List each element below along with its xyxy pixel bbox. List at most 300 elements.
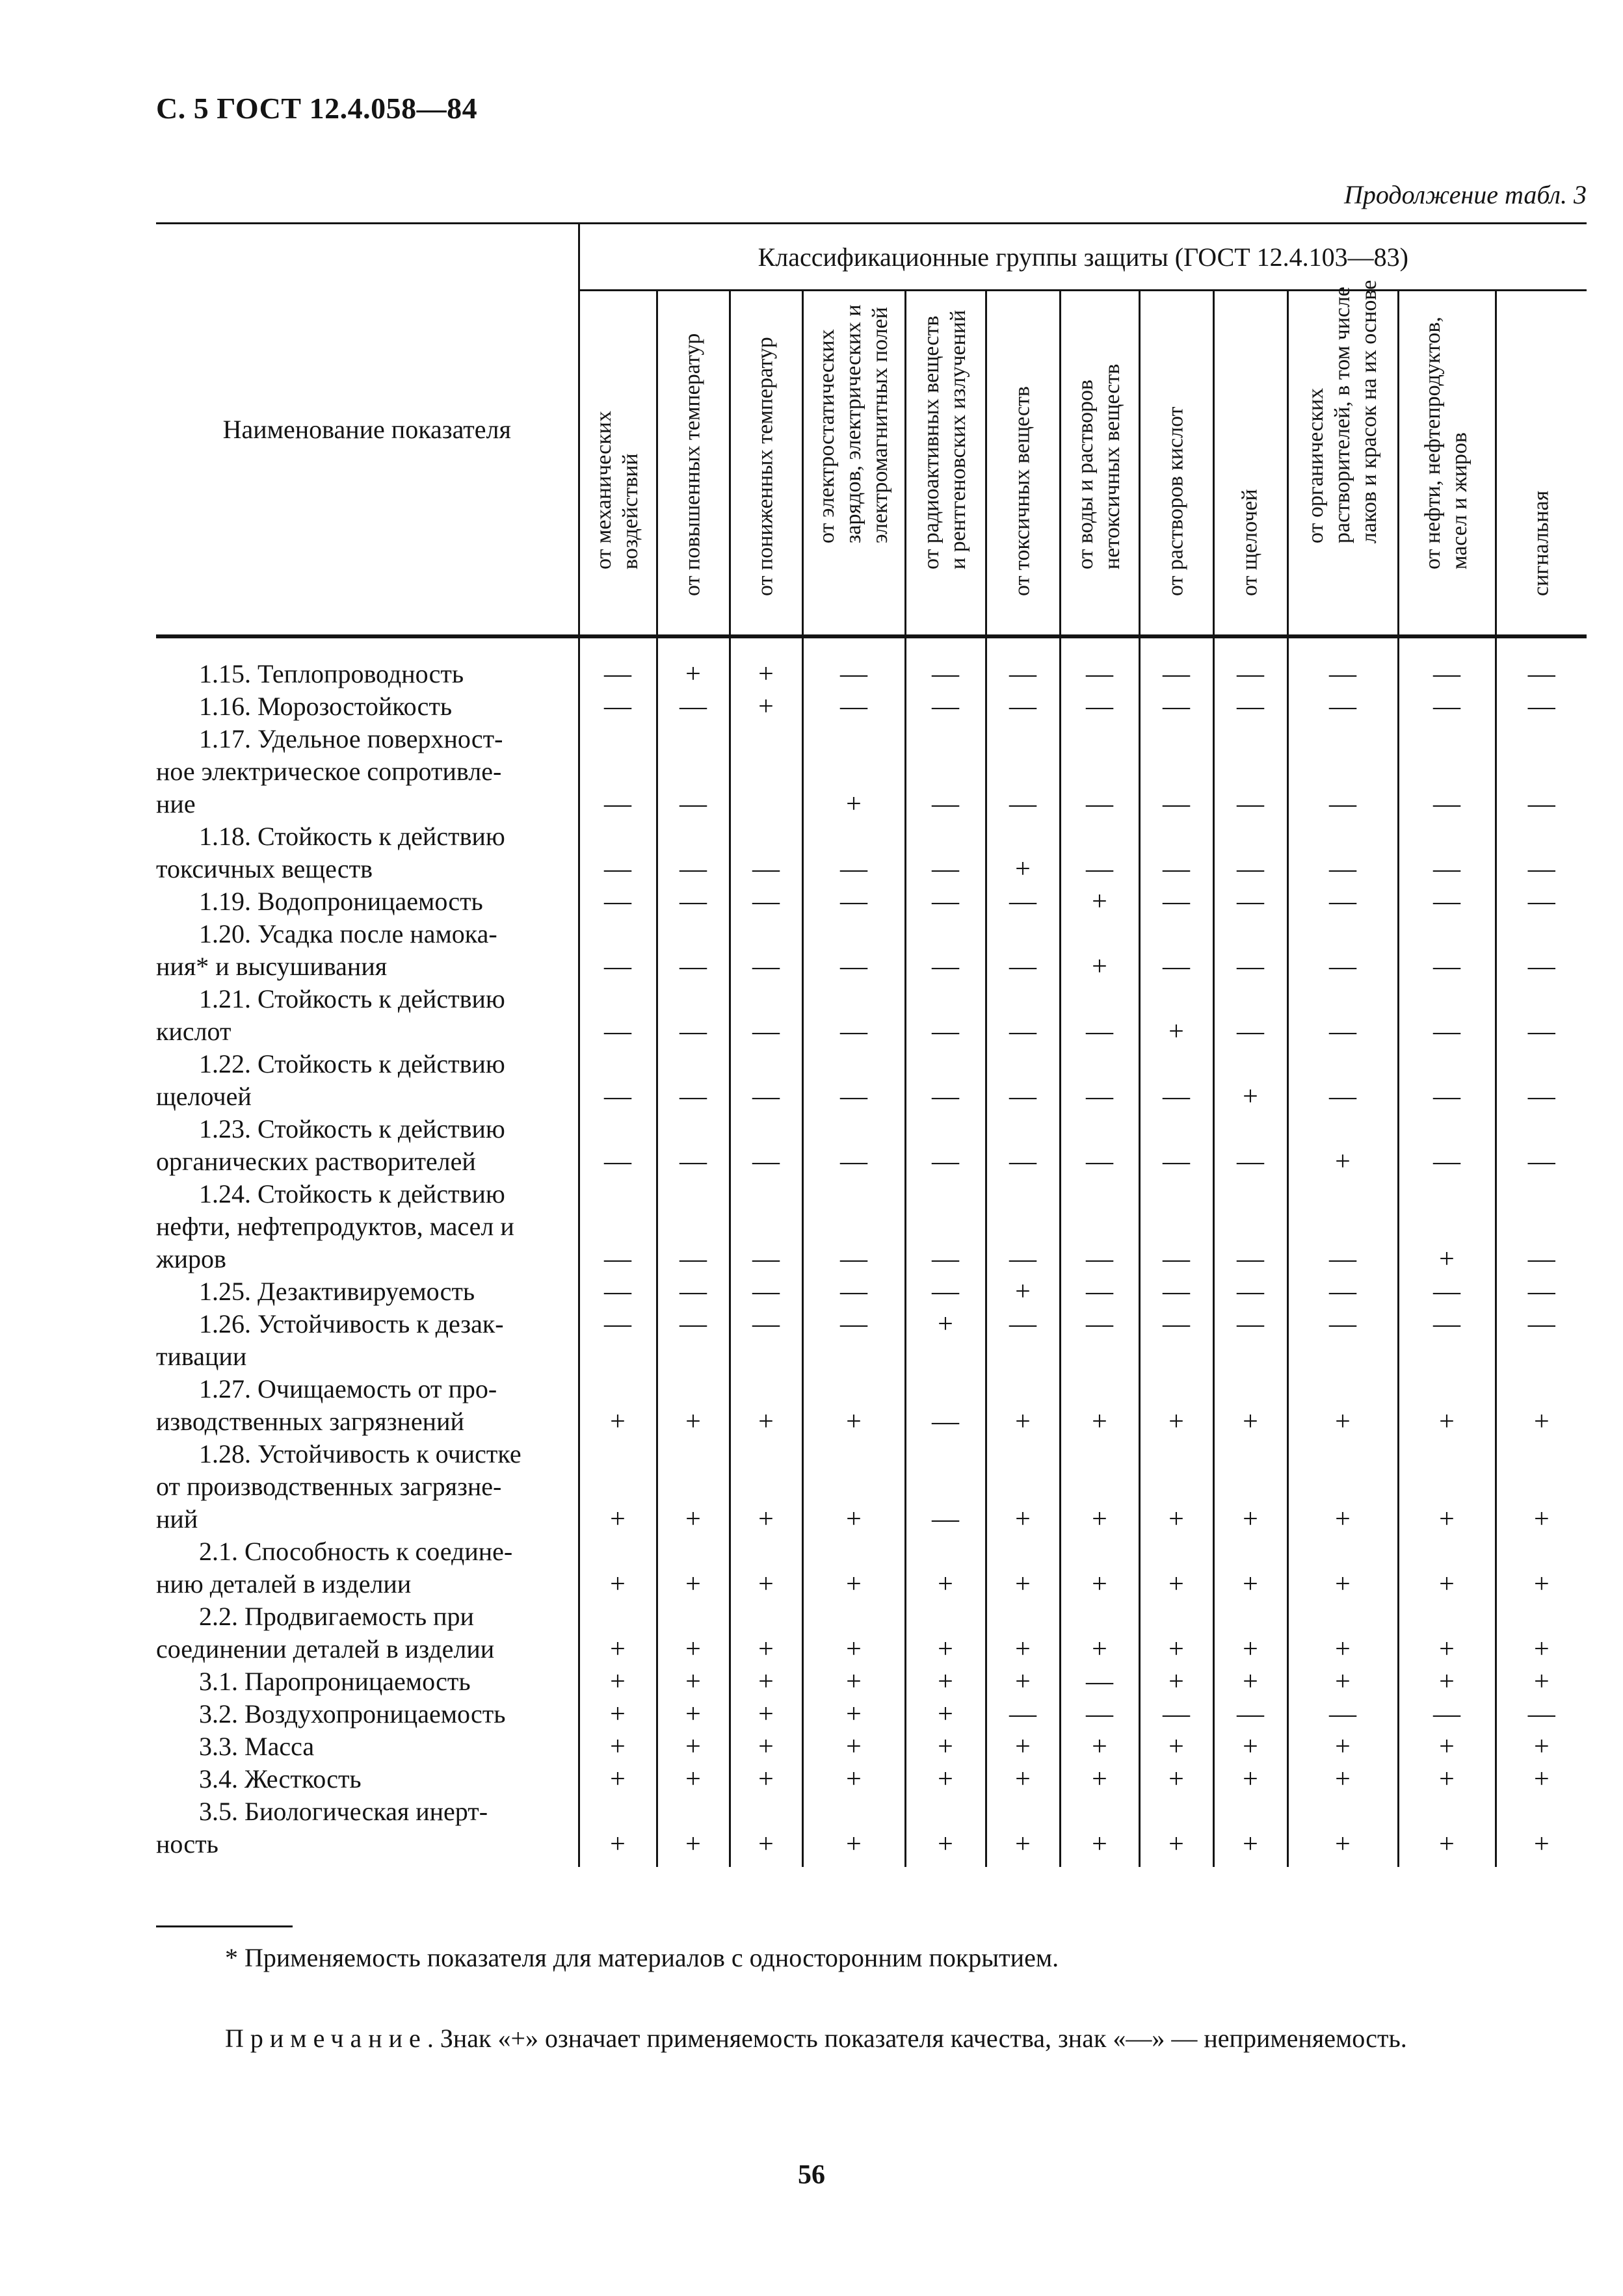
column-header-4: [802, 291, 905, 637]
applicability-cell: +: [657, 1795, 730, 1867]
column-header-text: [591, 411, 644, 569]
applicability-cell: +: [1139, 1730, 1213, 1763]
applicability-cell: —: [1496, 820, 1587, 885]
applicability-cell: +: [986, 1763, 1060, 1795]
applicability-cell: —: [1287, 636, 1398, 690]
applicability-cell: —: [1139, 885, 1213, 918]
applicability-cell: +: [1139, 1665, 1213, 1698]
applicability-cell: +: [1213, 1763, 1287, 1795]
applicability-cell: +: [1287, 1763, 1398, 1795]
applicability-cell: —: [579, 1113, 657, 1178]
applicability-cell: —: [1060, 983, 1139, 1048]
indicator-name-line: 1.21. Стойкость к действию: [199, 984, 505, 1013]
applicability-cell: —: [1287, 983, 1398, 1048]
applicability-cell: —: [730, 1113, 802, 1178]
indicator-name: [156, 1308, 579, 1373]
applicability-cell: —: [1287, 1275, 1398, 1308]
applicability-cell: —: [657, 820, 730, 885]
indicator-name-line: щелочей: [156, 1082, 252, 1111]
applicability-cell: —: [657, 1275, 730, 1308]
applicability-cell: +: [986, 820, 1060, 885]
indicator-name-line: 1.22. Стойкость к действию: [199, 1049, 505, 1078]
applicability-cell: +: [986, 1373, 1060, 1438]
applicability-cell: —: [1213, 918, 1287, 983]
indicator-name-line: 1.25. Дезактивируемость: [199, 1277, 475, 1306]
applicability-cell: +: [579, 1535, 657, 1600]
table-row: [156, 820, 1587, 885]
applicability-cell: —: [1060, 1665, 1139, 1698]
column-header-text: [1528, 491, 1555, 596]
column-header-line: зарядов, электрических и: [841, 304, 865, 543]
applicability-cell: —: [1287, 690, 1398, 723]
column-header-line: от щелочей: [1237, 489, 1262, 597]
applicability-cell: +: [802, 1665, 905, 1698]
applicability-cell: +: [657, 1535, 730, 1600]
applicability-cell: —: [1287, 1308, 1398, 1373]
applicability-cell: —: [1139, 1308, 1213, 1373]
table-row: [156, 918, 1587, 983]
indicator-name: [156, 1698, 579, 1730]
applicability-cell: —: [1060, 1113, 1139, 1178]
applicability-cell: —: [905, 690, 986, 723]
applicability-cell: —: [905, 636, 986, 690]
applicability-cell: —: [657, 690, 730, 723]
applicability-cell: +: [1398, 1795, 1496, 1867]
applicability-cell: +: [579, 1438, 657, 1535]
column-header-line: лаков и красок на их основе: [1356, 280, 1381, 543]
applicability-cell: —: [1496, 1275, 1587, 1308]
indicator-name-line: 3.3. Масса: [199, 1732, 315, 1761]
table-row: [156, 1113, 1587, 1178]
column-header-7: [1060, 291, 1139, 637]
applicability-cell: —: [1496, 1113, 1587, 1178]
applicability-cell: +: [579, 1698, 657, 1730]
indicator-name: [156, 1178, 579, 1275]
applicability-cell: —: [730, 1048, 802, 1113]
table-header: [156, 224, 1587, 637]
applicability-cell: —: [986, 690, 1060, 723]
applicability-cell: +: [1496, 1600, 1587, 1665]
applicability-cell: —: [1060, 636, 1139, 690]
applicability-cell: —: [1060, 723, 1139, 820]
applicability-cell: —: [579, 1178, 657, 1275]
applicability-cell: +: [1139, 1795, 1213, 1867]
applicability-cell: —: [1287, 723, 1398, 820]
indicator-name-line: ное электрическое сопротивле-: [156, 757, 502, 786]
applicability-cell: —: [579, 885, 657, 918]
applicability-cell: +: [905, 1795, 986, 1867]
applicability-cell: +: [1398, 1178, 1496, 1275]
applicability-cell: +: [905, 1730, 986, 1763]
applicability-cell: —: [1496, 1698, 1587, 1730]
footnote-divider: [156, 1925, 293, 1927]
applicability-cell: +: [1398, 1438, 1496, 1535]
column-header-line: масел и жиров: [1447, 432, 1471, 570]
indicator-name-line: 1.27. Очищаемость от про-: [199, 1374, 497, 1403]
indicator-name-line: изводственных загрязнений: [156, 1407, 464, 1436]
applicability-cell: +: [1060, 1535, 1139, 1600]
applicability-cell: +: [802, 1438, 905, 1535]
applicability-cell: —: [579, 723, 657, 820]
indicator-name-line: жиров: [156, 1244, 226, 1273]
applicability-cell: +: [1213, 1665, 1287, 1698]
applicability-cell: +: [1060, 885, 1139, 918]
applicability-cell: —: [905, 1275, 986, 1308]
column-header-9: [1213, 291, 1287, 637]
applicability-cell: —: [905, 983, 986, 1048]
applicability-cell: +: [730, 1438, 802, 1535]
indicator-name-line: 1.28. Устойчивость к очистке: [199, 1439, 521, 1468]
applicability-cell: —: [1213, 885, 1287, 918]
applicability-cell: —: [1213, 1698, 1287, 1730]
column-header-line: от повышенных температур: [680, 333, 705, 597]
applicability-cell: +: [1398, 1730, 1496, 1763]
protection-groups-header: Классификационные группы защиты (ГОСТ 12.4.103—83): [579, 224, 1587, 291]
applicability-cell: +: [657, 1730, 730, 1763]
applicability-cell: +: [1139, 1373, 1213, 1438]
indicator-name-line: ний: [156, 1504, 198, 1533]
table-row: [156, 690, 1587, 723]
applicability-cell: —: [986, 1308, 1060, 1373]
applicability-cell: —: [1060, 1275, 1139, 1308]
indicator-name-line: 1.23. Стойкость к действию: [199, 1114, 505, 1143]
applicability-cell: +: [1139, 1438, 1213, 1535]
indicator-name-line: 1.16. Морозостойкость: [199, 692, 453, 721]
applicability-cell: +: [802, 1730, 905, 1763]
applicability-cell: —: [1287, 1178, 1398, 1275]
table-row: [156, 1373, 1587, 1438]
applicability-cell: +: [1287, 1600, 1398, 1665]
applicability-cell: —: [1398, 1048, 1496, 1113]
applicability-cell: +: [1398, 1763, 1496, 1795]
indicator-name: [156, 723, 579, 820]
applicability-cell: +: [1398, 1665, 1496, 1698]
applicability-cell: +: [657, 1600, 730, 1665]
applicability-cell: —: [802, 1113, 905, 1178]
applicability-cell: —: [579, 1275, 657, 1308]
table-row: [156, 636, 1587, 690]
applicability-cell: —: [1060, 1308, 1139, 1373]
table-row: [156, 723, 1587, 820]
applicability-cell: +: [1496, 1438, 1587, 1535]
applicability-cell: —: [1213, 1308, 1287, 1373]
applicability-cell: +: [802, 1373, 905, 1438]
applicability-cell: +: [986, 1438, 1060, 1535]
applicability-cell: —: [905, 1438, 986, 1535]
applicability-cell: —: [657, 1308, 730, 1373]
indicator-name-header: Наименование показателя: [156, 224, 579, 637]
table-row: [156, 1438, 1587, 1535]
note-label: Примечание: [225, 2024, 427, 2053]
indicator-name: [156, 1373, 579, 1438]
applicability-cell: +: [986, 1275, 1060, 1308]
applicability-cell: —: [1398, 690, 1496, 723]
applicability-cell: +: [1496, 1730, 1587, 1763]
column-header-5: [905, 291, 986, 637]
applicability-cell: —: [1213, 983, 1287, 1048]
quality-indicators-table: [156, 222, 1587, 1867]
applicability-cell: —: [1213, 723, 1287, 820]
applicability-cell: —: [1139, 636, 1213, 690]
applicability-cell: —: [730, 820, 802, 885]
applicability-cell: +: [579, 1763, 657, 1795]
applicability-cell: —: [1213, 636, 1287, 690]
applicability-cell: —: [657, 1178, 730, 1275]
applicability-cell: —: [1496, 1048, 1587, 1113]
applicability-cell: +: [1060, 1600, 1139, 1665]
applicability-cell: +: [1496, 1795, 1587, 1867]
applicability-cell: —: [1139, 1113, 1213, 1178]
applicability-cell: —: [1213, 690, 1287, 723]
applicability-cell: —: [1213, 820, 1287, 885]
column-header-1: [579, 291, 657, 637]
column-header-text: [1303, 280, 1382, 543]
applicability-cell: +: [905, 1535, 986, 1600]
applicability-cell: —: [657, 1048, 730, 1113]
indicator-name: [156, 820, 579, 885]
column-header-line: нетоксичных веществ: [1100, 364, 1124, 570]
applicability-cell: +: [657, 1373, 730, 1438]
applicability-cell: —: [905, 820, 986, 885]
applicability-cell: +: [1139, 1763, 1213, 1795]
applicability-cell: —: [905, 1373, 986, 1438]
applicability-cell: —: [802, 885, 905, 918]
applicability-cell: —: [1213, 1178, 1287, 1275]
applicability-cell: —: [579, 983, 657, 1048]
applicability-cell: +: [1060, 1730, 1139, 1763]
applicability-cell: —: [905, 723, 986, 820]
applicability-cell: —: [1287, 885, 1398, 918]
indicator-name: [156, 918, 579, 983]
applicability-cell: —: [579, 820, 657, 885]
applicability-cell: —: [579, 636, 657, 690]
applicability-cell: —: [730, 1178, 802, 1275]
applicability-cell: +: [1496, 1763, 1587, 1795]
applicability-cell: —: [802, 1308, 905, 1373]
applicability-cell: +: [905, 1665, 986, 1698]
applicability-cell: +: [905, 1763, 986, 1795]
applicability-cell: —: [1496, 918, 1587, 983]
applicability-cell: —: [1060, 1048, 1139, 1113]
applicability-cell: +: [657, 1438, 730, 1535]
applicability-cell: +: [1213, 1438, 1287, 1535]
applicability-cell: —: [802, 1275, 905, 1308]
table-row: [156, 983, 1587, 1048]
indicator-name-line: нефти, нефтепродуктов, масел и: [156, 1212, 514, 1241]
applicability-cell: +: [905, 1600, 986, 1665]
applicability-cell: —: [986, 885, 1060, 918]
applicability-cell: +: [730, 1373, 802, 1438]
applicability-cell: +: [905, 1698, 986, 1730]
indicator-name-line: 3.5. Биологическая инерт-: [199, 1797, 488, 1826]
applicability-cell: —: [802, 983, 905, 1048]
applicability-cell: —: [1496, 723, 1587, 820]
column-header-line: от органических: [1303, 387, 1328, 543]
indicator-name-line: тивации: [156, 1342, 247, 1371]
applicability-cell: +: [1060, 1763, 1139, 1795]
applicability-cell: —: [1060, 1178, 1139, 1275]
applicability-cell: —: [1398, 1275, 1496, 1308]
applicability-cell: +: [1496, 1665, 1587, 1698]
applicability-cell: +: [1060, 1795, 1139, 1867]
indicator-name: [156, 1535, 579, 1600]
indicator-name-line: 3.2. Воздухопроницаемость: [199, 1699, 506, 1729]
indicator-name-line: соединении деталей в изделии: [156, 1634, 495, 1663]
applicability-cell: —: [1398, 636, 1496, 690]
column-header-line: растворителей, в том числе: [1330, 286, 1354, 543]
applicability-cell: +: [1213, 1795, 1287, 1867]
page-number: 56: [798, 2160, 825, 2190]
applicability-cell: —: [1287, 1698, 1398, 1730]
column-header-3: [730, 291, 802, 637]
column-header-line: от воды и растворов: [1074, 380, 1098, 570]
applicability-cell: +: [1213, 1373, 1287, 1438]
table-row: [156, 1535, 1587, 1600]
column-header-line: от нефти, нефтепродуктов,: [1421, 317, 1445, 570]
table-row: [156, 1178, 1587, 1275]
table-row: [156, 885, 1587, 918]
indicator-name: [156, 1665, 579, 1698]
column-header-line: электромагнитных полей: [867, 306, 892, 543]
applicability-cell: —: [1287, 820, 1398, 885]
applicability-cell: +: [1213, 1730, 1287, 1763]
applicability-cell: —: [1496, 1308, 1587, 1373]
applicability-cell: +: [1287, 1795, 1398, 1867]
applicability-cell: —: [579, 1308, 657, 1373]
column-header-text: [680, 333, 707, 596]
applicability-cell: —: [657, 983, 730, 1048]
applicability-cell: —: [1398, 1308, 1496, 1373]
column-header-text: [1163, 407, 1190, 597]
table-continuation-label: Продолжение табл. 3: [1343, 180, 1587, 209]
applicability-cell: +: [657, 1698, 730, 1730]
table-body: [156, 636, 1587, 1867]
applicability-cell: +: [1496, 1373, 1587, 1438]
applicability-cell: +: [1139, 1600, 1213, 1665]
applicability-cell: —: [802, 690, 905, 723]
column-header-2: [657, 291, 730, 637]
applicability-cell: —: [905, 1178, 986, 1275]
applicability-cell: —: [1139, 723, 1213, 820]
applicability-cell: +: [730, 1698, 802, 1730]
page-header: С. 5 ГОСТ 12.4.058—84: [156, 92, 478, 125]
column-header-line: от механических: [592, 411, 616, 570]
applicability-cell: —: [986, 1698, 1060, 1730]
applicability-cell: —: [1496, 636, 1587, 690]
applicability-cell: +: [579, 1373, 657, 1438]
indicator-name-line: 1.17. Удельное поверхност-: [199, 724, 503, 753]
column-header-10: [1287, 280, 1398, 637]
table-row: [156, 1048, 1587, 1113]
applicability-cell: —: [1139, 1275, 1213, 1308]
column-header-line: и рентгеновских излучений: [946, 310, 970, 570]
applicability-cell: +: [1139, 1535, 1213, 1600]
applicability-cell: —: [986, 636, 1060, 690]
indicator-name-line: 1.18. Стойкость к действию: [199, 822, 505, 851]
note-text: . Знак «+» означает применяемость показателя качества, знак «—» — неприменяемость.: [427, 2024, 1407, 2053]
applicability-cell: +: [1287, 1665, 1398, 1698]
column-header-line: воздействий: [618, 453, 642, 570]
applicability-cell: +: [1060, 1438, 1139, 1535]
column-header-6: [986, 291, 1060, 637]
indicator-name: [156, 1048, 579, 1113]
applicability-cell: +: [986, 1535, 1060, 1600]
column-header-8: [1139, 291, 1213, 637]
indicator-name-line: 3.1. Паропроницаемость: [199, 1667, 471, 1696]
applicability-cell: —: [1139, 918, 1213, 983]
applicability-cell: +: [802, 723, 905, 820]
applicability-cell: +: [986, 1730, 1060, 1763]
applicability-cell: —: [802, 1048, 905, 1113]
applicability-cell: +: [802, 1535, 905, 1600]
applicability-cell: +: [657, 636, 730, 690]
applicability-cell: —: [1060, 1698, 1139, 1730]
table-row: [156, 1665, 1587, 1698]
applicability-cell: —: [579, 918, 657, 983]
applicability-cell: —: [1060, 690, 1139, 723]
applicability-cell: —: [730, 1308, 802, 1373]
column-header-11: [1398, 291, 1496, 637]
applicability-cell: +: [986, 1665, 1060, 1698]
applicability-cell: +: [730, 1600, 802, 1665]
indicator-name: [156, 1113, 579, 1178]
applicability-cell: +: [730, 1763, 802, 1795]
indicator-name-line: кислот: [156, 1017, 231, 1046]
indicator-name-line: 1.26. Устойчивость к дезак-: [199, 1309, 504, 1338]
indicator-name-line: ния* и высушивания: [156, 952, 388, 981]
applicability-cell: —: [1139, 1178, 1213, 1275]
indicator-name-line: нию деталей в изделии: [156, 1569, 412, 1598]
applicability-cell: —: [986, 1113, 1060, 1178]
applicability-cell: +: [657, 1665, 730, 1698]
applicability-cell: +: [579, 1795, 657, 1867]
applicability-cell: +: [1213, 1600, 1287, 1665]
column-header-text: [1237, 489, 1264, 597]
indicator-name: [156, 690, 579, 723]
applicability-cell: —: [657, 723, 730, 820]
applicability-cell: —: [986, 1048, 1060, 1113]
applicability-cell: +: [1398, 1373, 1496, 1438]
column-header-line: от радиоактивных веществ: [919, 316, 944, 570]
applicability-cell: +: [657, 1763, 730, 1795]
applicability-cell: —: [1287, 1048, 1398, 1113]
applicability-cell: —: [986, 983, 1060, 1048]
applicability-cell: —: [730, 1275, 802, 1308]
applicability-cell: +: [802, 1795, 905, 1867]
applicability-cell: —: [1139, 820, 1213, 885]
indicator-name-line: 2.1. Способность к соедине-: [199, 1537, 513, 1566]
applicability-cell: —: [1287, 918, 1398, 983]
applicability-cell: —: [1496, 885, 1587, 918]
applicability-cell: —: [905, 885, 986, 918]
applicability-cell: [730, 723, 802, 820]
table-note: [225, 2023, 1407, 2054]
column-header-text: [753, 337, 780, 596]
applicability-cell: —: [1398, 1698, 1496, 1730]
applicability-cell: +: [802, 1600, 905, 1665]
applicability-cell: —: [802, 820, 905, 885]
applicability-cell: —: [986, 723, 1060, 820]
table-row: [156, 1730, 1587, 1763]
indicator-name: [156, 636, 579, 690]
applicability-cell: +: [1060, 918, 1139, 983]
table-row: [156, 1600, 1587, 1665]
applicability-cell: —: [1398, 885, 1496, 918]
indicator-name: [156, 983, 579, 1048]
applicability-cell: —: [1060, 820, 1139, 885]
applicability-cell: —: [802, 636, 905, 690]
column-header-text: [814, 304, 893, 543]
